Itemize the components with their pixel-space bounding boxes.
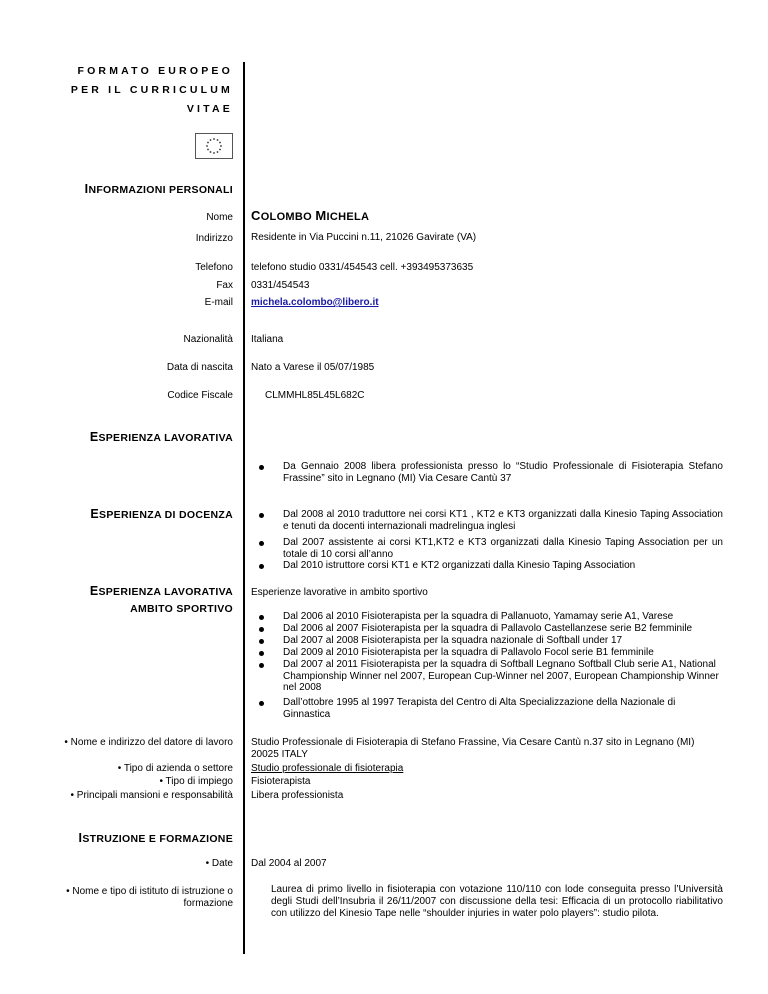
section-work-experience: ESPERIENZA LAVORATIVA <box>89 430 233 444</box>
institute-value: Laurea di primo livello in fisioterapia con votazione 110/110 con lode conseguita presso l’Università degli Studi dell’Insubria il 26/11/2007 con discussione della tesi: Efficacia di un protocollo riabilitativo con utilizzo del Kinesio Tape nelle “shoulder injuries in water polo players”: studio pilota. <box>271 884 723 919</box>
sector-label: • Tipo di azienda o settore <box>117 763 233 774</box>
sport-item: Dal 2007 al 2008 Fisioterapista per la squadra nazionale di Softball under 17 <box>283 635 723 647</box>
birth-label: Data di nascita <box>166 362 233 373</box>
sport-item: Dall’ottobre 1995 al 1997 Terapista del Centro di Alta Specializzazione della Nazionale di Ginnastica <box>283 697 723 720</box>
cv-title-line3: VITAE <box>186 103 233 115</box>
fiscal-code-label: Codice Fiscale <box>167 390 233 401</box>
sector-value: Studio professionale di fisioterapia <box>251 763 404 774</box>
sport-item: Dal 2009 al 2010 Fisioterapista per la squadra di Pallavolo Focol serie B1 femminile <box>283 647 723 659</box>
job-type-value: Fisioterapista <box>251 776 311 787</box>
email-label: E-mail <box>204 297 233 308</box>
sport-item: Dal 2007 al 2011 Fisioterapista per la squadra di Softball Legnano Softball Club serie A1, National Championship Winner nel 2007, European Cup-Winner nel 2007, European Championship Winner nel 2008 <box>283 659 723 694</box>
address-label: Indirizzo <box>195 233 233 244</box>
name-label: Nome <box>206 212 233 223</box>
section-sport-experience: ESPERIENZA LAVORATIVA <box>89 584 233 598</box>
employer-label: • Nome e indirizzo del datore di lavoro <box>64 737 233 748</box>
job-type-label: • Tipo di impiego <box>159 776 233 787</box>
teaching-item: Dal 2008 al 2010 traduttore nei corsi KT1 , KT2 e KT3 organizzati dalla Kinesio Taping Association e tenuti da docenti internazionali madrelingua inglesi <box>283 509 723 532</box>
fax-value: 0331/454543 <box>251 280 310 291</box>
phone-label: Telefono <box>195 262 233 273</box>
cv-title-line1: FORMATO EUROPEO <box>77 65 233 77</box>
email-link[interactable]: michela.colombo@libero.it <box>251 297 379 308</box>
sport-item: Dal 2006 al 2010 Fisioterapista per la squadra di Pallanuoto, Yamamay serie A1, Varese <box>283 611 723 623</box>
duties-label: • Principali mansioni e responsabilità <box>70 790 233 801</box>
fiscal-code-value: CLMMHL85L45L682C <box>265 390 365 401</box>
education-date-value: Dal 2004 al 2007 <box>251 858 327 869</box>
section-sport-experience-line2: AMBITO SPORTIVO <box>130 603 233 615</box>
nationality-label: Nazionalità <box>183 334 233 345</box>
teaching-item: Dal 2010 istruttore corsi KT1 e KT2 organizzati dalla Kinesio Taping Association <box>283 560 723 572</box>
full-name: COLOMBO MICHELA <box>251 208 370 223</box>
vertical-divider <box>243 62 245 954</box>
nationality-value: Italiana <box>251 334 284 345</box>
sport-item: Dal 2006 al 2007 Fisioterapista per la squadra di Pallavolo Castellanzese serie B2 femminile <box>283 623 723 635</box>
eu-stars-icon <box>196 134 232 158</box>
employer-value: Studio Professionale di Fisioterapia di Stefano Frassine, Via Cesare Cantù n.37 sito in Legnano (MI) 20025 ITALY <box>251 737 695 760</box>
sport-intro: Esperienze lavorative in ambito sportivo <box>251 587 428 598</box>
section-personal-info: INFORMAZIONI PERSONALI <box>84 182 233 196</box>
duties-value: Libera professionista <box>251 790 344 801</box>
eu-flag-logo <box>195 133 233 159</box>
birth-value: Nato a Varese il 05/07/1985 <box>251 362 375 373</box>
address-value: Residente in Via Puccini n.11, 21026 Gavirate (VA) <box>251 232 477 243</box>
education-date-label: • Date <box>205 858 233 869</box>
section-education: ISTRUZIONE E FORMAZIONE <box>78 831 233 845</box>
work-item: Da Gennaio 2008 libera professionista presso lo “Studio Professionale di Fisioterapia Stefano Frassine” sito in Legnano (MI) Via Cesare Cantù 37 <box>283 461 723 484</box>
teaching-item: Dal 2007 assistente ai corsi KT1,KT2 e KT3 organizzati dalla Kinesio Taping Association per un totale di 10 corsi all’anno <box>283 537 723 560</box>
fax-label: Fax <box>216 280 233 291</box>
phone-value: telefono studio 0331/454543 cell. +393495373635 <box>251 262 474 273</box>
cv-title-line2: PER IL CURRICULUM <box>70 84 233 96</box>
section-teaching-experience: ESPERIENZA DI DOCENZA <box>90 507 233 521</box>
institute-label: • Nome e tipo di istituto di istruzione o formazione <box>66 886 233 909</box>
